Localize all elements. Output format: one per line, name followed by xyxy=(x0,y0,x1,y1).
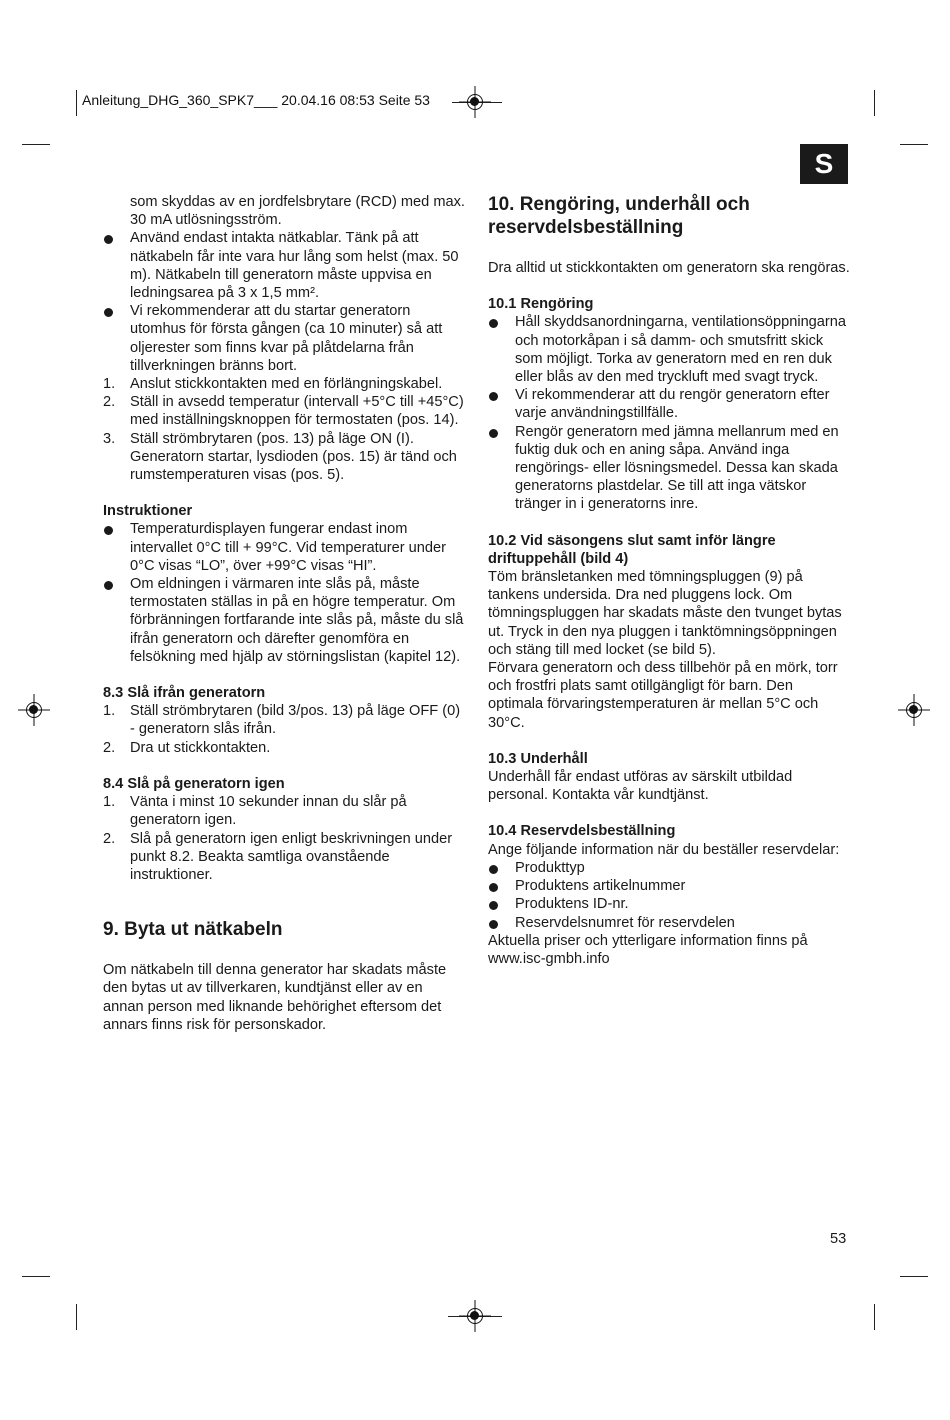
bullet-icon xyxy=(104,235,113,244)
registration-mark-icon xyxy=(906,702,922,718)
bullet-icon xyxy=(489,392,498,401)
left-column xyxy=(103,193,465,1034)
section-heading: 10.2 Vid säsongens slut samt inför längre driftuppehåll (bild 4) xyxy=(488,532,776,567)
chapter-heading: 10. Rengöring, underhåll och reservdelsbeställning xyxy=(488,194,750,238)
bullet-icon xyxy=(104,581,113,590)
section-heading: 8.3 Slå ifrån generatorn xyxy=(103,685,266,702)
list-item: Reservdelsnumret för reservdelen xyxy=(488,914,850,932)
registration-mark-icon xyxy=(467,94,483,110)
numbered-step: 2. Slå på generatorn igen enligt beskrivningen under punkt 8.2. Beakta samtliga ovanstående instruktioner. xyxy=(103,830,453,883)
list-item: Om eldningen i värmaren inte slås på, måste termostaten ställas in på en högre temperatur. Om förbränningen fortfarande inte slås på, måste du slå ifrån generatorn och därefter genomföra en felsökning med hjälp av störningslistan (kapitel 12). xyxy=(103,575,465,666)
bullet-icon xyxy=(104,308,113,317)
print-slug: Anleitung_DHG_360_SPK7___ 20.04.16 08:53 Seite 53 xyxy=(82,92,430,108)
paragraph: Dra alltid ut stickkontakten om generatorn ska rengöras. xyxy=(488,260,850,276)
paragraph: Töm bränsletanken med tömningspluggen (9) på tankens undersida. Dra ned pluggens lock. Om tömningspluggen har skadats måste den tvunget bytas ut. Tryck in den nya pluggen i tanktömningsöppningen och stäng till med locket (se bild 5). xyxy=(488,569,842,658)
chapter-heading: 9. Byta ut nätkabeln xyxy=(103,919,283,941)
paragraph: Förvara generatorn och dess tillbehör på en mörk, torr och frostfri plats samt otillgängligt för barn. Den optimala förvaringstemperaturen är mellan 5°C och 30°C. xyxy=(488,660,838,731)
crop-mark xyxy=(76,90,77,116)
paragraph: Om nätkabeln till denna generator har skadats måste den bytas ut av tillverkaren, kundtjänst eller av en annan person med liknande behörighet eftersom det annars finns risk för personskador. xyxy=(103,962,447,1033)
paragraph: Aktuella priser och ytterligare information finns på www.isc-gmbh.info xyxy=(488,932,808,967)
bullet-icon xyxy=(489,865,498,874)
right-column xyxy=(488,193,850,968)
section-heading: 10.3 Underhåll xyxy=(488,750,588,767)
crop-mark xyxy=(874,1304,875,1330)
numbered-step: 1. Anslut stickkontakten med en förlängningskabel. xyxy=(103,376,443,393)
crop-mark xyxy=(22,1276,50,1277)
numbered-step: 2. Ställ in avsedd temperatur (intervall +5°C till +45°C) med inställningsknoppen för termostaten (pos. 14). xyxy=(103,394,464,429)
list-item: Temperaturdisplayen fungerar endast inom intervallet 0°C till + 99°C. Vid temperaturer under 0°C visas “LO”, över +99°C visas “HI”. xyxy=(103,520,465,575)
registration-mark-icon xyxy=(467,1308,483,1324)
bullet-icon xyxy=(489,883,498,892)
registration-mark-icon xyxy=(26,702,42,718)
crop-mark xyxy=(76,1304,77,1330)
list-item: Håll skyddsanordningarna, ventilationsöppningarna och motorkåpan i så damm- och smutsfritt skick som möjligt. Torka av generatorn med en ren duk eller blås av den med tryckluft med svagt tryck. xyxy=(488,313,850,386)
paragraph: Ange följande information när du beställer reservdelar: xyxy=(488,841,840,858)
list-item: Vi rekommenderar att du rengör generatorn efter varje användningstillfälle. xyxy=(488,386,850,422)
crop-mark xyxy=(22,144,50,145)
numbered-step: 3. Ställ strömbrytaren (pos. 13) på läge ON (I). Generatorn startar, lysdioden (pos. 15) är tänd och rumstemperaturen visas (pos. 5). xyxy=(103,430,457,484)
paragraph: som skyddas av en jordfelsbrytare (RCD) med max. 30 mA utlösningsström. xyxy=(130,194,465,229)
section-heading: 10.4 Reservdelsbeställning xyxy=(488,823,676,840)
numbered-step: 1. Ställ strömbrytaren (bild 3/pos. 13) på läge OFF (0) - generatorn slås ifrån. xyxy=(103,703,461,738)
list-item: Vi rekommenderar att du startar generatorn utomhus för första gången (ca 10 minuter) så att oljerester som finns kvar på plåtdelarna från tillverkningen bränns bort. xyxy=(103,302,465,375)
crop-mark xyxy=(900,1276,928,1277)
language-tab: S xyxy=(800,144,848,184)
crop-mark xyxy=(900,144,928,145)
crop-mark xyxy=(874,90,875,116)
list-item: Använd endast intakta nätkablar. Tänk på att nätkabeln får inte vara hur lång som helst (max. 50 m). Nätkabeln till generatorn måste uppvisa en ledningsarea på 3 x 1,5 mm². xyxy=(103,229,465,302)
list-item: Produkttyp xyxy=(488,859,850,877)
section-heading: 10.1 Rengöring xyxy=(488,296,594,313)
bullet-icon xyxy=(489,901,498,910)
paragraph: Underhåll får endast utföras av särskilt utbildad personal. Kontakta vår kundtjänst. xyxy=(488,769,793,804)
numbered-step: 1. Vänta i minst 10 sekunder innan du slår på generatorn igen. xyxy=(103,794,407,829)
bullet-icon xyxy=(489,429,498,438)
list-item: Rengör generatorn med jämna mellanrum med en fuktig duk och en aning såpa. Använd inga rengörings- eller lösningsmedel. Dessa kan skada generatorns plastdelar. Se till att inga vätskor tränger in i generatorns inre. xyxy=(488,423,850,514)
numbered-step: 2. Dra ut stickkontakten. xyxy=(103,739,271,756)
bullet-icon xyxy=(489,319,498,328)
list-item: Produktens artikelnummer xyxy=(488,877,850,895)
bullet-icon xyxy=(489,920,498,929)
page-number: 53 xyxy=(830,1231,847,1247)
section-heading: 8.4 Slå på generatorn igen xyxy=(103,775,285,792)
bullet-icon xyxy=(104,526,113,535)
list-item: Produktens ID-nr. xyxy=(488,895,850,913)
section-heading: Instruktioner xyxy=(103,503,193,520)
